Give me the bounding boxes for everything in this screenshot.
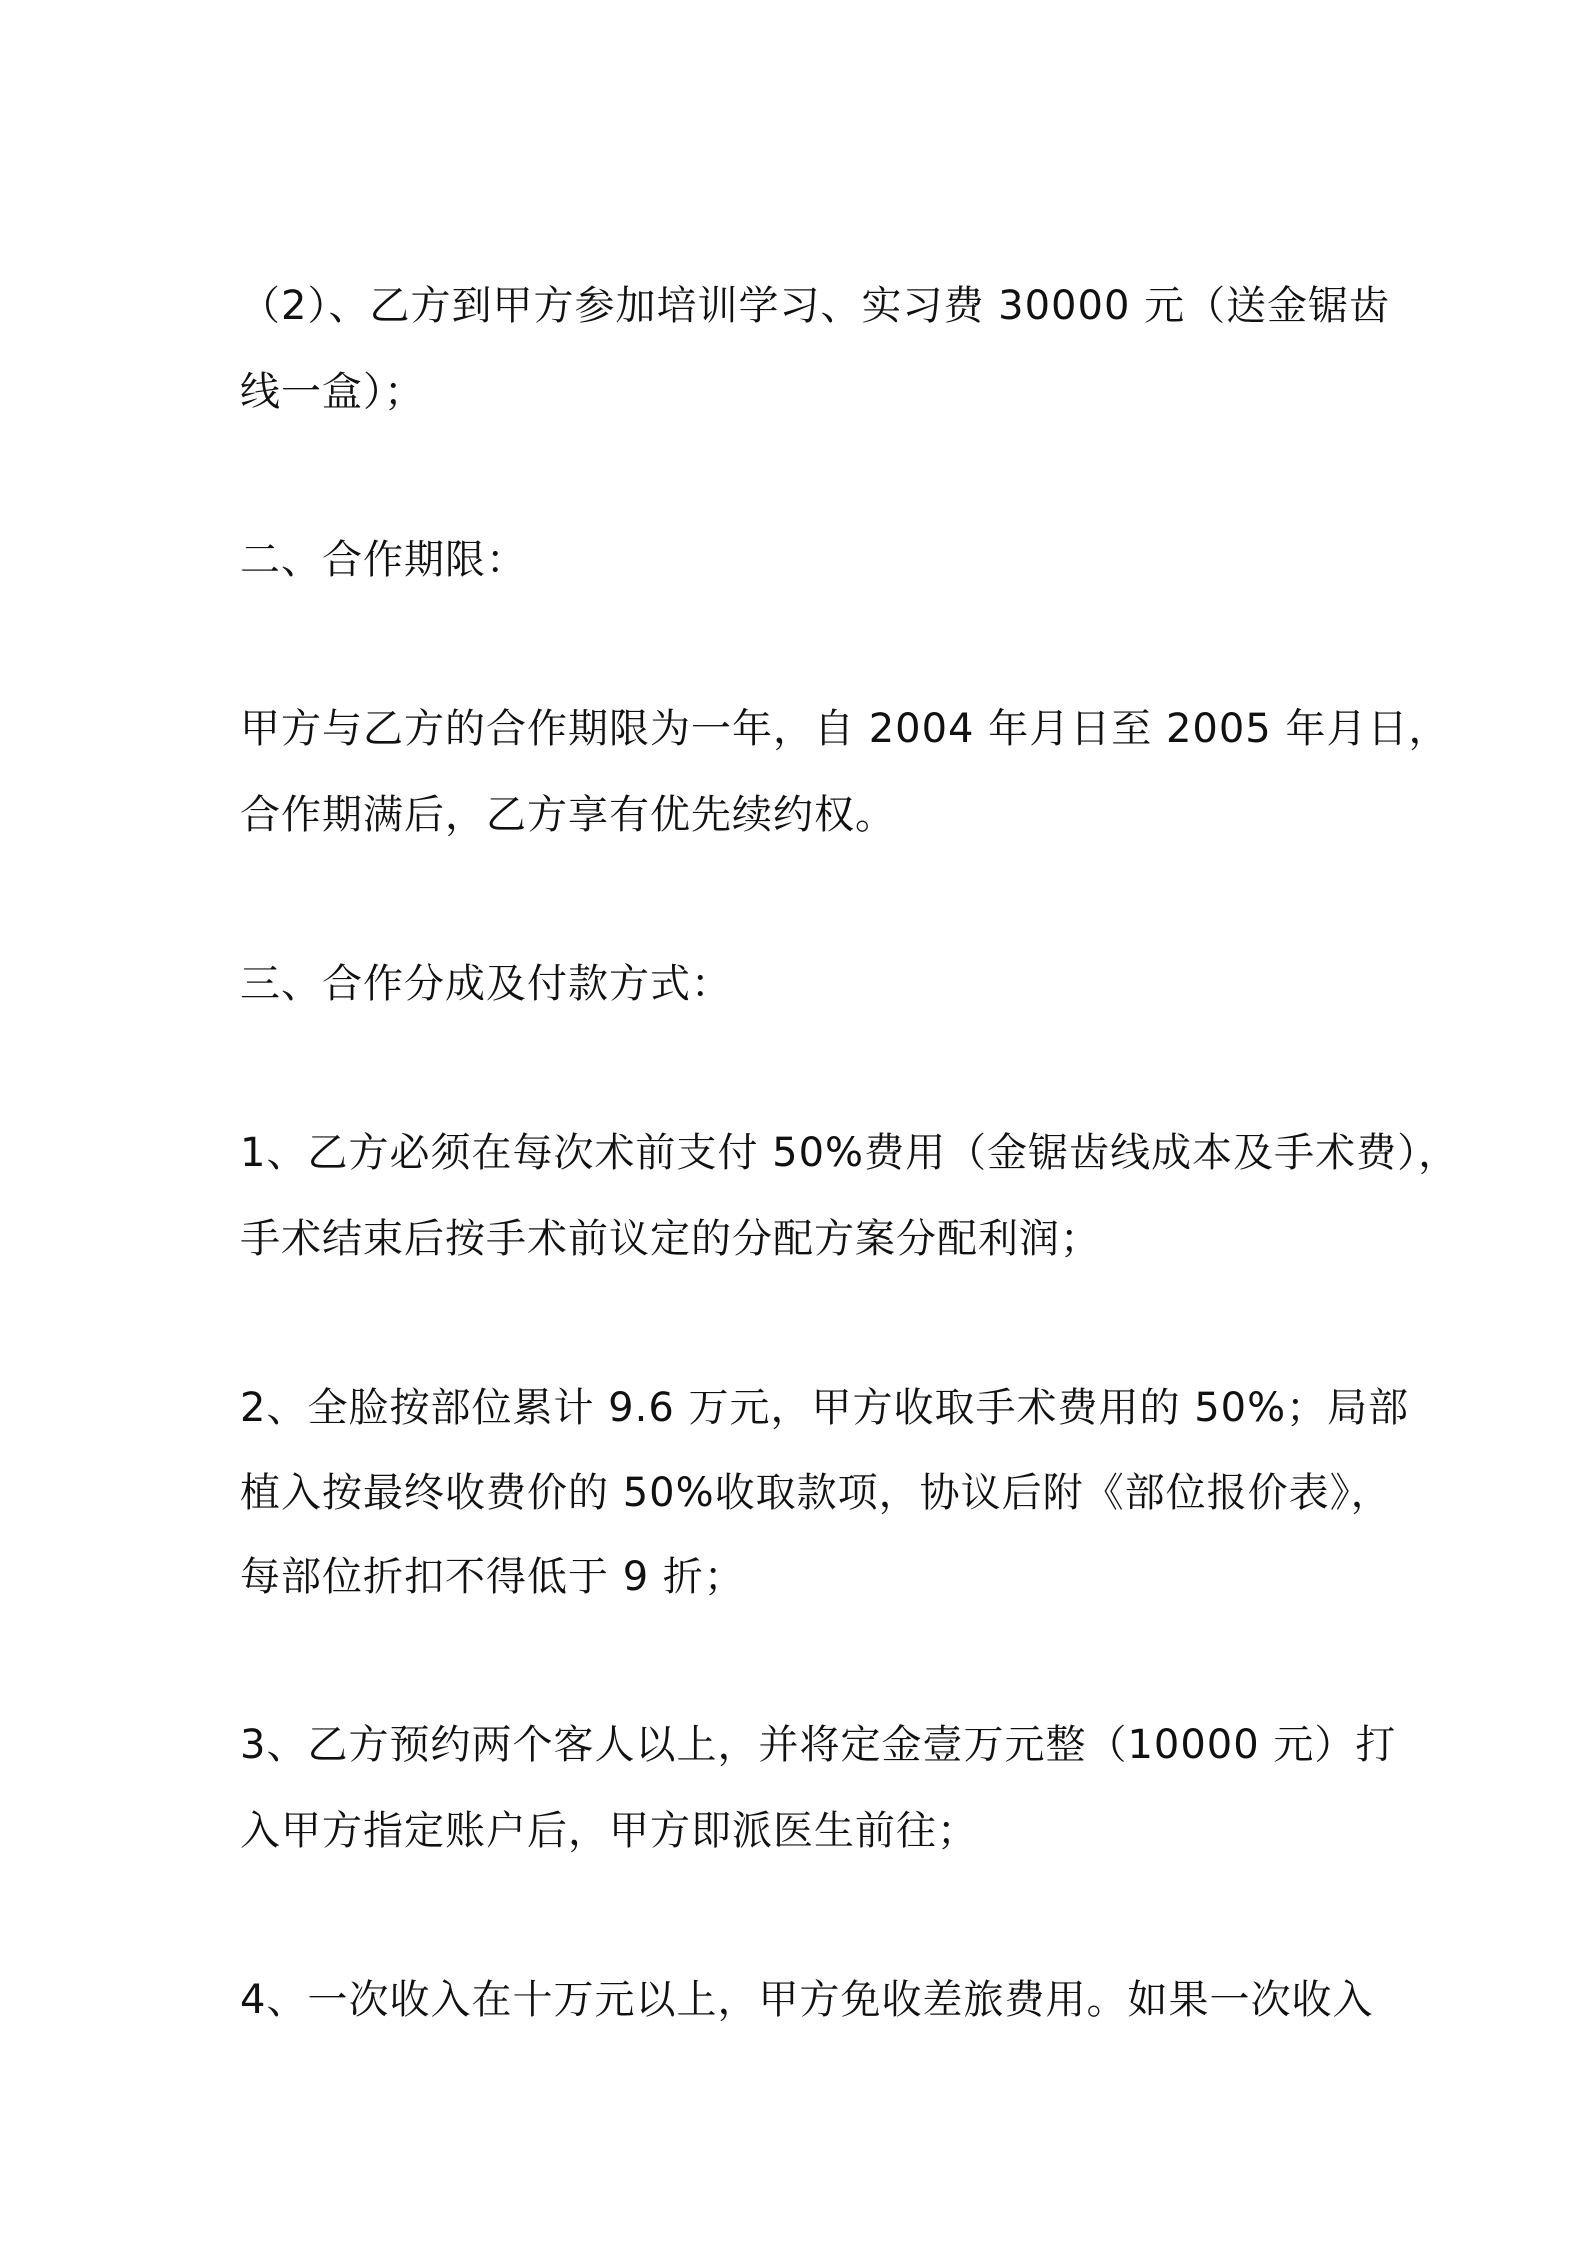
clause-3-line-1: 3、乙方预约两个客人以上，并将定金壹万元整（10000 元）打 — [240, 1722, 1397, 1768]
paragraph-1-line-2: 线一盒）； — [240, 369, 425, 415]
clause-3-line-2: 入甲方指定账户后，甲方即派医生前往； — [240, 1808, 978, 1854]
paragraph-3-line-2: 合作期满后，乙方享有优先续约权。 — [240, 792, 896, 838]
clause-2-line-2: 植入按最终收费价的 50%收取款项，协议后附《部位报价表》， — [240, 1470, 1392, 1516]
section-heading-revenue-share-payment: 三、合作分成及付款方式： — [240, 961, 732, 1007]
clause-1-line-2: 手术结束后按手术前议定的分配方案分配利润； — [240, 1216, 1101, 1262]
clause-4-line-1: 4、一次收入在十万元以上，甲方免收差旅费用。如果一次收入 — [240, 1977, 1374, 2023]
section-heading-cooperation-period: 二、合作期限： — [240, 537, 527, 583]
clause-2-line-3: 每部位折扣不得低于 9 折； — [240, 1554, 745, 1600]
clause-2-line-1: 2、全脸按部位累计 9.6 万元，甲方收取手术费用的 50%；局部 — [240, 1385, 1410, 1431]
paragraph-3-line-1: 甲方与乙方的合作期限为一年，自 2004 年月日至 2005 年月日， — [240, 706, 1450, 752]
clause-1-line-1: 1、乙方必须在每次术前支付 50%费用（金锯齿线成本及手术费）， — [240, 1130, 1460, 1176]
paragraph-1-line-1: （2）、乙方到甲方参加培训学习、实习费 30000 元（送金锯齿 — [240, 283, 1391, 329]
